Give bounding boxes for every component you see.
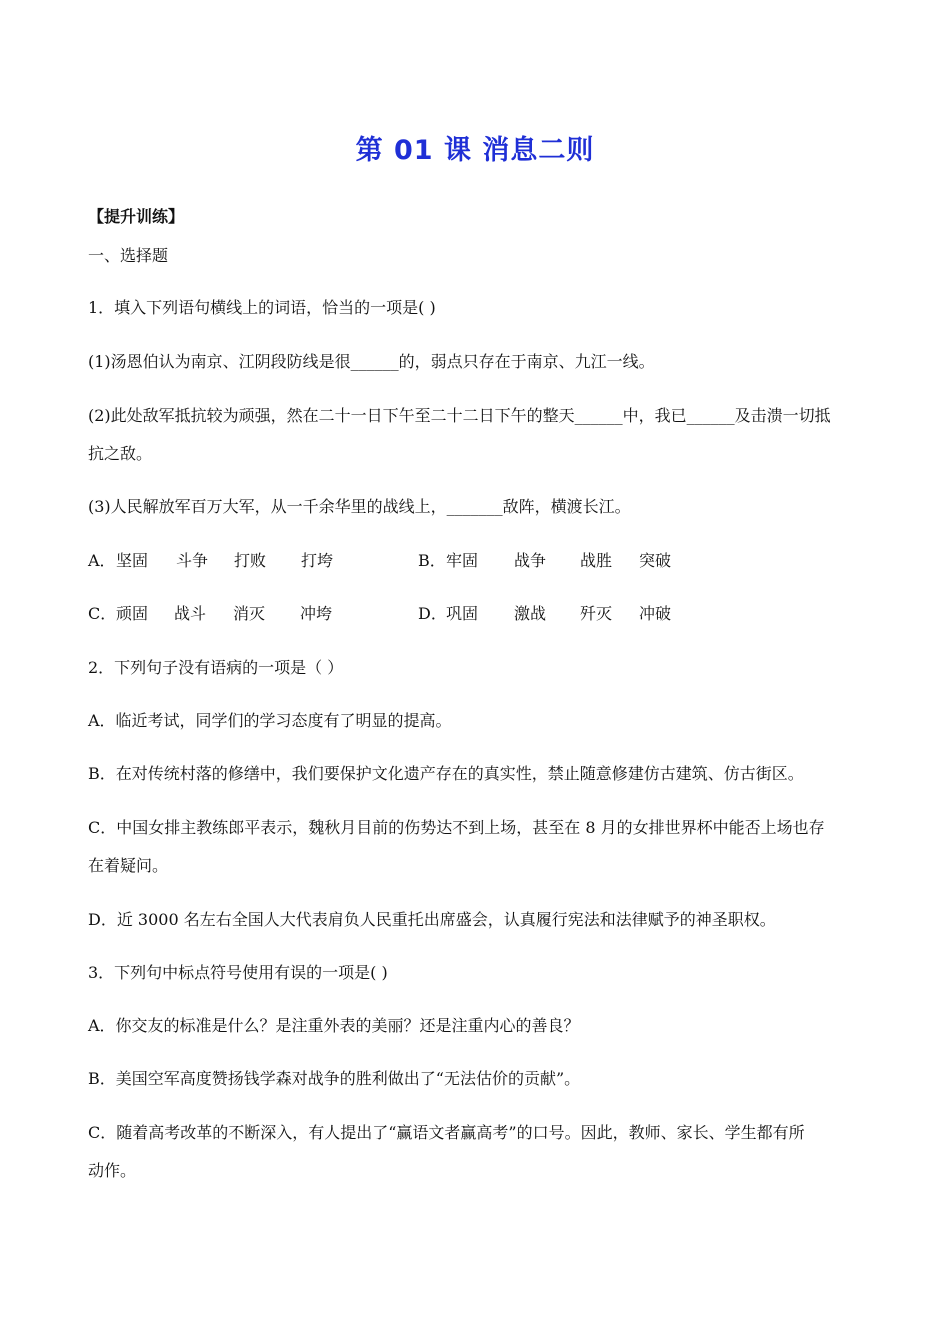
q2-stem: 2．下列句子没有语病的一项是（ ） — [88, 658, 344, 677]
option-word: 歼灭 — [580, 604, 613, 623]
option-letter: B． — [418, 551, 446, 570]
page-title: 第 01 课 消息二则 — [355, 135, 595, 166]
option-word: 坚固 — [116, 551, 149, 570]
q1-sentence-1: (1)汤恩伯认为南京、江阴段防线是很______的，弱点只存在于南京、九江一线。 — [88, 352, 655, 371]
option-word: 激战 — [514, 604, 547, 623]
q1-stem: 1．填入下列语句横线上的词语，恰当的一项是( ) — [88, 298, 436, 317]
option-word: 消灭 — [233, 604, 266, 623]
q3-option-b: B．美国空军高度赞扬钱学森对战争的胜利做出了“无法估价的贡献”。 — [88, 1069, 581, 1088]
option-word: 斗争 — [176, 551, 209, 570]
q2-option-d: D．近 3000 名左右全国人大代表肩负人民重托出席盛会，认真履行宪法和法律赋予的神圣职权。 — [88, 910, 776, 929]
section-heading: 【提升训练】 — [88, 207, 185, 226]
q1-option-b — [418, 551, 671, 571]
q1-option-d — [418, 604, 671, 624]
q3-stem: 3．下列句中标点符号使用有误的一项是( ) — [88, 963, 388, 982]
option-word: 战争 — [514, 551, 547, 570]
q3-option-c: C．随着高考改革的不断深入，有人提出了“赢语文者赢高考”的口号。因此，教师、家长、学生都有所 — [88, 1123, 805, 1142]
q2-option-a: A．临近考试，同学们的学习态度有了明显的提高。 — [88, 711, 452, 730]
option-word: 战斗 — [174, 604, 207, 623]
option-letter: A． — [88, 551, 116, 570]
q1-option-c — [88, 604, 332, 624]
option-letter: D． — [418, 604, 447, 623]
q2-option-c: C．中国女排主教练郎平表示，魏秋月目前的伤势达不到上场，甚至在 8 月的女排世界杯中能否上场也存 — [88, 818, 825, 837]
q1-sentence-2-cont: 抗之敌。 — [88, 444, 153, 463]
option-word: 打败 — [234, 551, 267, 570]
q1-option-a — [88, 551, 333, 571]
q1-sentence-3: (3)人民解放军百万大军，从一千余华里的战线上，_______敌阵，横渡长江。 — [88, 497, 631, 516]
option-word: 顽固 — [116, 604, 149, 623]
option-letter: C． — [88, 604, 117, 623]
option-word: 牢固 — [446, 551, 479, 570]
q3-option-c-cont: 动作。 — [88, 1161, 137, 1180]
q1-sentence-2: (2)此处敌军抵抗较为顽强，然在二十一日下午至二十二日下午的整天______中，我已______及击溃一切抵 — [88, 406, 831, 425]
option-word: 冲破 — [639, 604, 672, 623]
option-word: 战胜 — [580, 551, 613, 570]
option-word: 巩固 — [446, 604, 479, 623]
part-heading: 一、选择题 — [88, 246, 169, 265]
q2-option-b: B．在对传统村落的修缮中，我们要保护文化遗产存在的真实性，禁止随意修建仿古建筑、仿古街区。 — [88, 764, 804, 783]
q2-option-c-cont: 在着疑问。 — [88, 856, 169, 875]
option-word: 打垮 — [301, 551, 334, 570]
option-word: 冲垮 — [300, 604, 333, 623]
option-word: 突破 — [639, 551, 672, 570]
q3-option-a: A．你交友的标准是什么？是注重外表的美丽？还是注重内心的善良？ — [88, 1016, 580, 1035]
